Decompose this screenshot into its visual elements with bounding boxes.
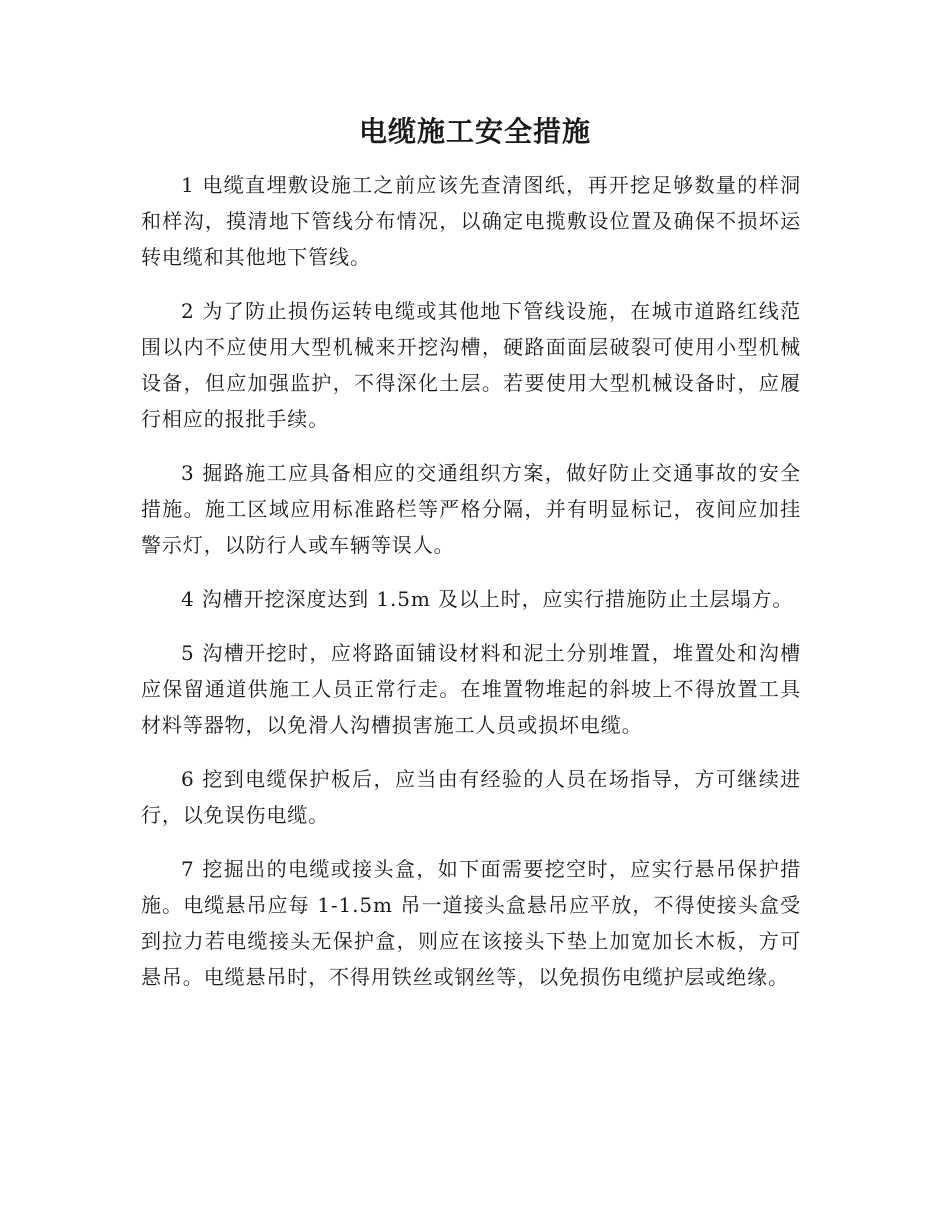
document-body	[141, 167, 801, 1013]
paragraph-1: 1 电缆直埋敷设施工之前应该先查清图纸，再开挖足够数量的样洞和样沟，摸清地下管线分布情况，以确定电揽敷设位置及确保不损坏运转电缆和其他地下管线。	[141, 173, 801, 269]
paragraph-2: 2 为了防止损伤运转电缆或其他地下管线设施，在城市道路红线范围以内不应使用大型机械来开挖沟槽，硬路面面层破裂可使用小型机械设备，但应加强监护，不得深化土层。若要使用大型机械设备时，应履行相应的报批手续。	[141, 299, 801, 431]
paragraph-6: 6 挖到电缆保护板后，应当由有经验的人员在场指导，方可继续进行，以免误伤电缆。	[141, 767, 801, 827]
document-title: 电缆施工安全措施	[358, 115, 591, 148]
paragraph-7: 7 挖掘出的电缆或接头盒，如下面需要挖空时，应实行悬吊保护措施。电缆悬吊应每 1-1.5m 吊一道接头盒悬吊应平放，不得使接头盒受到拉力若电缆接头无保护盒，则应在该接头下垫上加宽加长木板，方可悬吊。电缆悬吊时，不得用铁丝或钢丝等，以免损伤电缆护层或绝缘。	[141, 857, 801, 989]
paragraph-4: 4 沟槽开挖深度达到 1.5m 及以上时，应实行措施防止土层塌方。	[181, 587, 794, 611]
paragraph-5: 5 沟槽开挖时，应将路面铺设材料和泥土分别堆置，堆置处和沟槽应保留通道供施工人员正常行走。在堆置物堆起的斜坡上不得放置工具材料等器物，以免滑人沟槽损害施工人员或损坏电缆。	[141, 641, 801, 737]
paragraph-3: 3 掘路施工应具备相应的交通组织方案，做好防止交通事故的安全措施。施工区域应用标准路栏等严格分隔，并有明显标记，夜间应加挂警示灯，以防行人或车辆等误人。	[141, 461, 801, 557]
